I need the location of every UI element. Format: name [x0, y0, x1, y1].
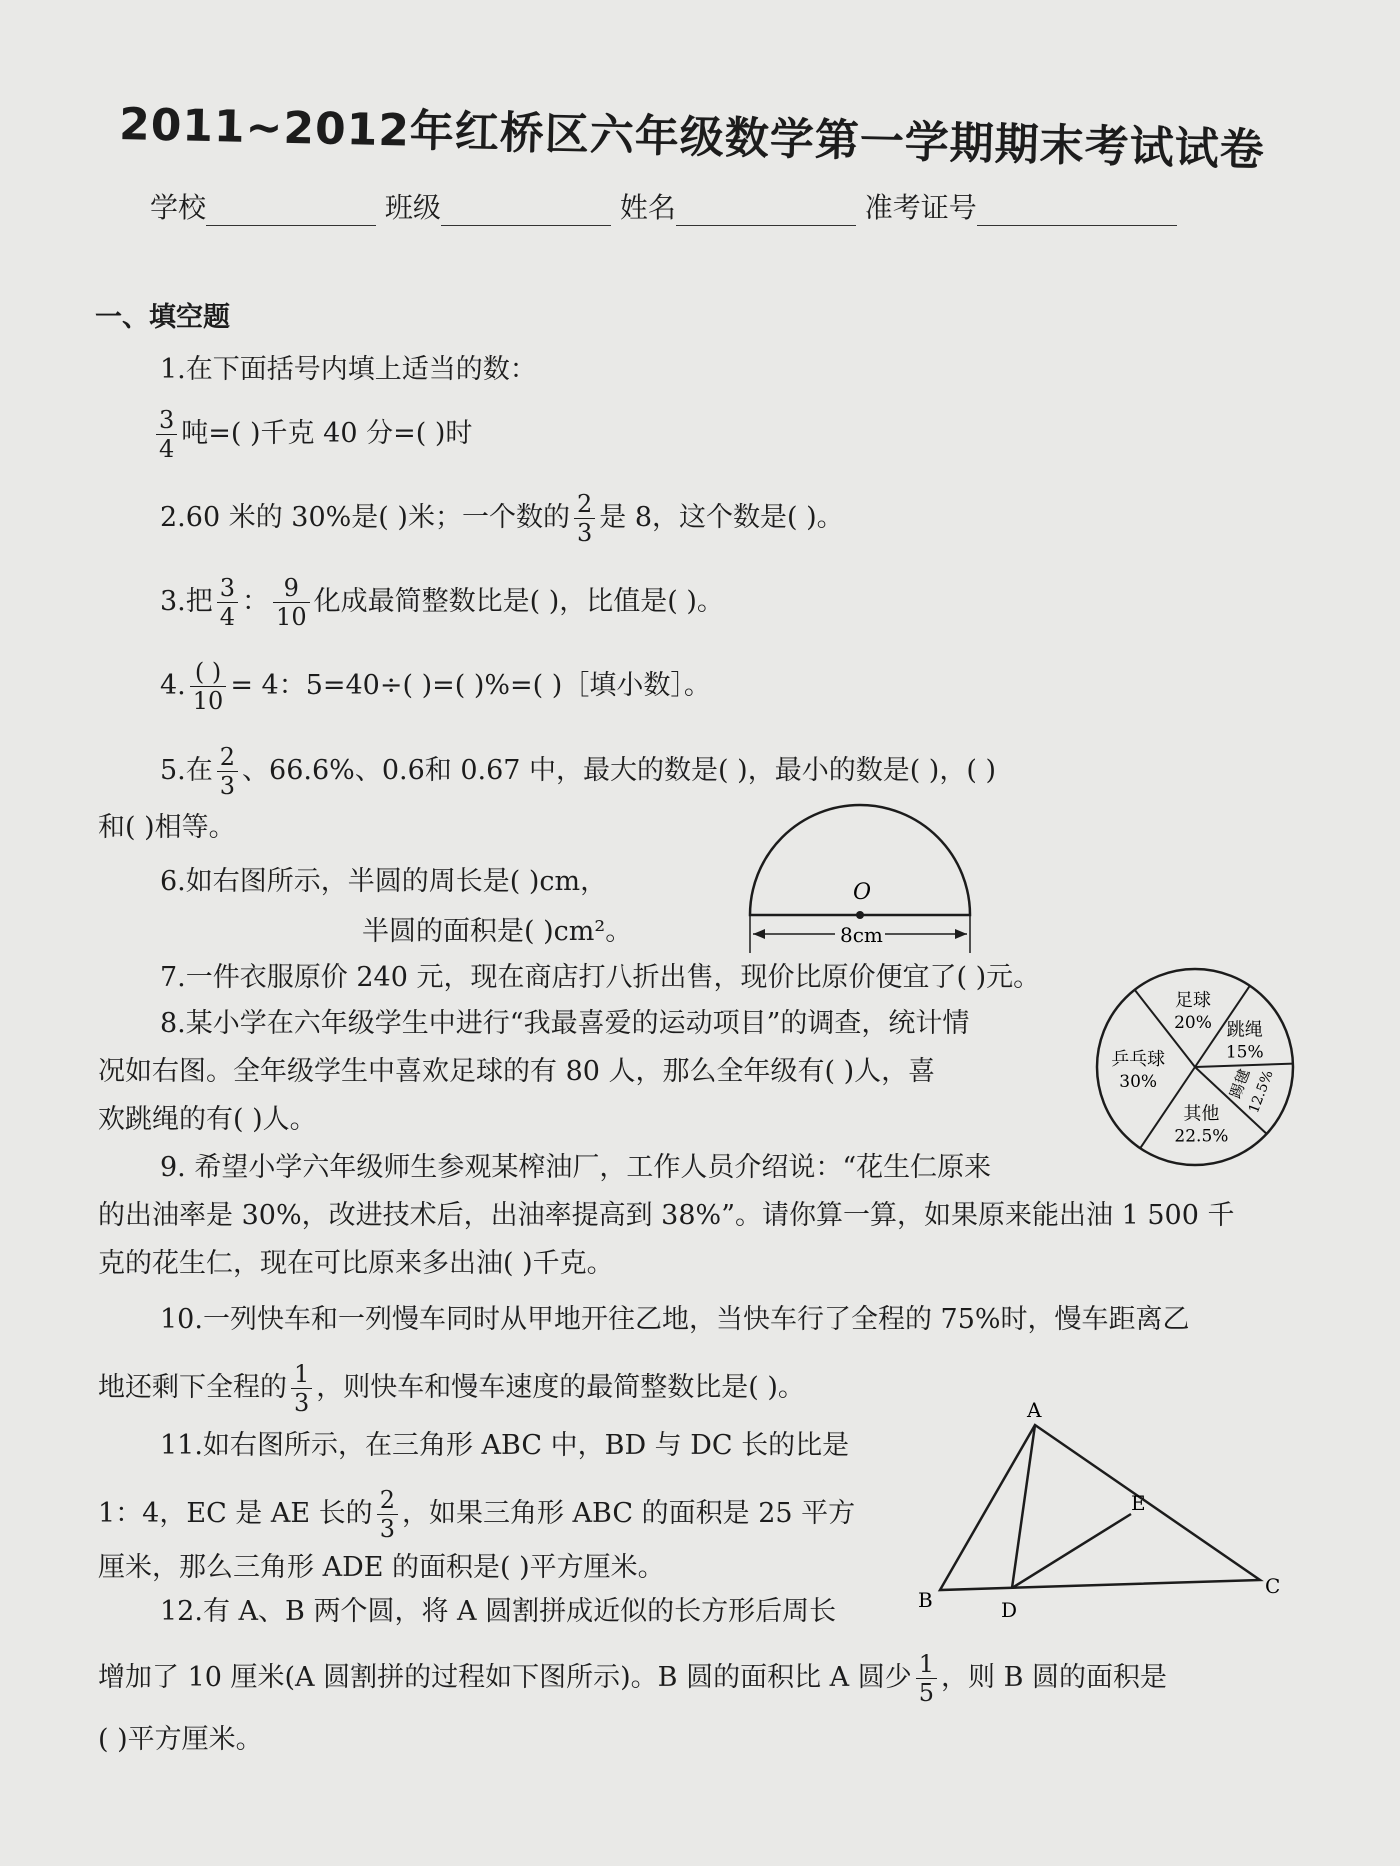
pie-slice-percent: 20%: [1174, 1013, 1212, 1034]
fraction: $\frac{9}{10}$: [273, 576, 310, 629]
question-11-line3: 厘米，那么三角形 ADE 的面积是( )平方厘米。: [98, 1552, 665, 1583]
sports-pie-chart: [1090, 962, 1300, 1172]
semicircle-figure: [735, 795, 985, 955]
question-5-continued: 和( )相等。: [98, 812, 236, 843]
vertex-c-label: C: [1265, 1574, 1281, 1598]
question-7: 7.一件衣服原价 240 元，现在商店打八折出售，现价比原价便宜了( )元。: [160, 962, 1041, 993]
fraction: $\frac{( )}{10}$: [190, 660, 227, 713]
vertex-a-label: A: [1027, 1398, 1042, 1422]
section-heading: 一、填空题: [95, 302, 230, 333]
exam-number-label: 准考证号: [864, 191, 977, 224]
question-9-line3: 克的花生仁，现在可比原来多出油( )千克。: [98, 1248, 614, 1279]
fraction: $\frac{2}{3}$: [377, 1488, 398, 1541]
exam-title: 2011~2012年红桥区六年级数学第一学期期末考试试卷: [118, 98, 1266, 176]
pie-slice-label: 跳绳: [1226, 1019, 1263, 1041]
question-6-perimeter: 6.如右图所示，半圆的周长是( )cm，: [160, 866, 608, 897]
question-6-area: 半圆的面积是( )cm²。: [362, 916, 633, 947]
fraction: $\frac{3}{4}$: [156, 408, 177, 461]
pie-slice-label: 足球: [1175, 990, 1212, 1012]
class-field[interactable]: [441, 195, 611, 226]
question-4: 4. $\frac{( )}{10}$ = 4：5=40÷( )=( )%=( )［填小数］。: [160, 658, 711, 715]
pie-slice-percent: 22.5%: [1174, 1126, 1229, 1147]
question-8-line3: 欢跳绳的有( )人。: [98, 1104, 317, 1135]
pie-slice-label: 其他: [1183, 1103, 1220, 1125]
exam-number-field[interactable]: [977, 195, 1177, 226]
school-field[interactable]: [206, 195, 376, 226]
question-9-line2: 的出油率是 30%，改进技术后，出油率提高到 38%”。请你算一算，如果原来能出油 1 500 千: [98, 1200, 1235, 1231]
name-label: 姓名: [619, 191, 676, 224]
question-3: 3.把 $\frac{3}{4}$ ： $\frac{9}{10}$ 化成最简整数比是( )，比值是( )。: [160, 574, 724, 631]
name-field[interactable]: [676, 195, 856, 226]
question-10-line2: 地还剩下全程的 $\frac{1}{3}$ ，则快车和慢车速度的最简整数比是( )。: [98, 1360, 805, 1417]
question-12-line1: 12.有 A、B 两个圆，将 A 圆割拼成近似的长方形后周长: [160, 1596, 837, 1627]
question-8-line2: 况如右图。全年级学生中喜欢足球的有 80 人，那么全年级有( )人，喜: [98, 1056, 936, 1087]
question-12-line3: ( )平方厘米。: [98, 1724, 263, 1755]
question-8-line1: 8.某小学在六年级学生中进行“我最喜爱的运动项目”的调查，统计情: [160, 1008, 970, 1039]
pie-slice-label: 乒乓球: [1111, 1048, 1166, 1070]
question-1-prompt: 1.在下面括号内填上适当的数：: [160, 354, 537, 385]
pie-slice-percent: 15%: [1225, 1042, 1264, 1063]
vertex-b-label: B: [918, 1588, 933, 1612]
question-1-items: $\frac{3}{4}$ 吨=( )千克 40 分=( )时: [152, 408, 472, 461]
pie-slice-percent: 30%: [1119, 1071, 1158, 1092]
class-label: 班级: [384, 191, 441, 224]
pie-slice-divider: [1195, 1064, 1293, 1067]
point-d-label: D: [1001, 1598, 1018, 1622]
pie-slice-percent: 12.5%: [1246, 1068, 1277, 1116]
question-11-line1: 11.如右图所示，在三角形 ABC 中，BD 与 DC 长的比是: [160, 1430, 850, 1461]
fraction: $\frac{1}{5}$: [916, 1652, 937, 1705]
fraction: $\frac{3}{4}$: [217, 576, 238, 629]
fraction: $\frac{2}{3}$: [574, 492, 595, 545]
triangle-figure: [905, 1395, 1305, 1625]
point-e-label: E: [1131, 1491, 1146, 1515]
question-2: 2.60 米的 30%是( )米；一个数的 $\frac{2}{3}$ 是 8，这个数是( )。: [160, 490, 844, 547]
question-9-line1: 9. 希望小学六年级师生参观某榨油厂，工作人员介绍说：“花生仁原来: [160, 1152, 992, 1183]
fraction: $\frac{2}{3}$: [217, 745, 238, 798]
center-label: O: [853, 880, 872, 905]
school-label: 学校: [150, 191, 207, 224]
question-12-line2: 增加了 10 厘米(A 圆割拼的过程如下图所示)。B 圆的面积比 A 圆少 $\frac{1}{5}$ ，则 B 圆的面积是: [98, 1650, 1168, 1707]
fraction: $\frac{1}{3}$: [291, 1362, 312, 1415]
diameter-label: 8cm: [840, 923, 883, 947]
student-info-row: [150, 186, 1177, 226]
pie-slice-label: 踢毽: [1226, 1066, 1254, 1101]
question-11-line2: 1：4，EC 是 AE 长的 $\frac{2}{3}$ ，如果三角形 ABC 的面积是 25 平方: [98, 1486, 856, 1543]
question-10-line1: 10.一列快车和一列慢车同时从甲地开往乙地，当快车行了全程的 75%时，慢车距离乙: [160, 1304, 1190, 1335]
question-5: 5.在 $\frac{2}{3}$ 、66.6%、0.6和 0.67 中，最大的数是( )，最小的数是( )，( ): [160, 743, 996, 800]
